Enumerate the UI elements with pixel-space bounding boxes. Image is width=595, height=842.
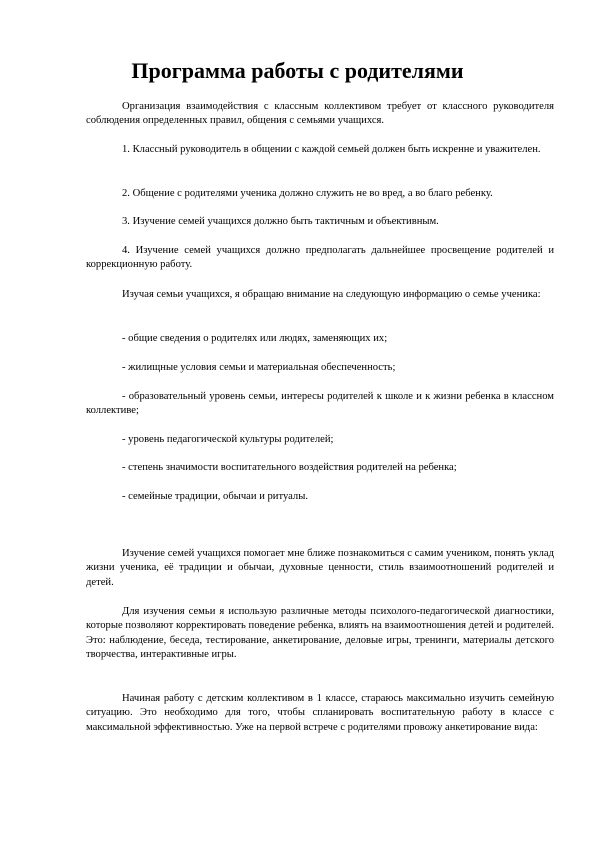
list-item: - образовательный уровень семьи, интересы родителей к школе и к жизни ребенка в классном коллективе;	[86, 391, 554, 417]
rule-2-paragraph: 2. Общение с родителями ученика должно служить не во вред, а во благо ребенку.	[122, 188, 493, 199]
list-item: - семейные традиции, обычаи и ритуалы.	[122, 491, 308, 502]
page-title: Программа работы с родителями	[131, 58, 464, 83]
list-item: - жилищные условия семьи и материальная обеспеченность;	[122, 362, 396, 373]
list-item: - степень значимости воспитательного воздействия родителей на ребенка;	[122, 462, 457, 473]
rule-4-paragraph: 4. Изучение семей учащихся должно предполагать дальнейшее просвещение родителей и коррекционную работу.	[86, 245, 554, 271]
intro-paragraph: Организация взаимодействия с классным коллективом требует от классного руководителя соблюдения определенных правил, общения с семьями учащихся.	[86, 101, 554, 127]
list-item: - общие сведения о родителях или людях, заменяющих их;	[122, 333, 388, 344]
methods-paragraph: Для изучения семьи я использую различные методы психолого-педагогической диагностики, которые позволяют корректировать поведение ребенка, влиять на взаимоотношения детей и родителей. Это: наблюдение, беседа, тестирование, анкетирование, деловые игры, тренинги, материалы детского творчества, интерактивные игры.	[86, 606, 554, 660]
list-item: - уровень педагогической культуры родителей;	[122, 434, 334, 445]
rule-1-paragraph: 1. Классный руководитель в общении с каждой семьей должен быть искренне и уважителен.	[122, 144, 541, 155]
study-benefit-paragraph: Изучение семей учащихся помогает мне ближе познакомиться с самим учеником, понять уклад жизни ученика, её традиции и обычаи, духовные ценности, стиль взаимоотношений родителей и детей.	[86, 548, 554, 588]
first-grade-paragraph: Начиная работу с детским коллективом в 1 классе, стараюсь максимально изучить семейную ситуацию. Это необходимо для того, чтобы спланировать воспитательную работу в классе с максимальной эффективностью. Уже на первой встрече с родителями провожу анкетирование вида:	[86, 693, 554, 733]
study-intro-paragraph: Изучая семьи учащихся, я обращаю внимание на следующую информацию о семье ученика:	[122, 289, 541, 300]
rule-3-paragraph: 3. Изучение семей учащихся должно быть тактичным и объективным.	[122, 216, 439, 227]
